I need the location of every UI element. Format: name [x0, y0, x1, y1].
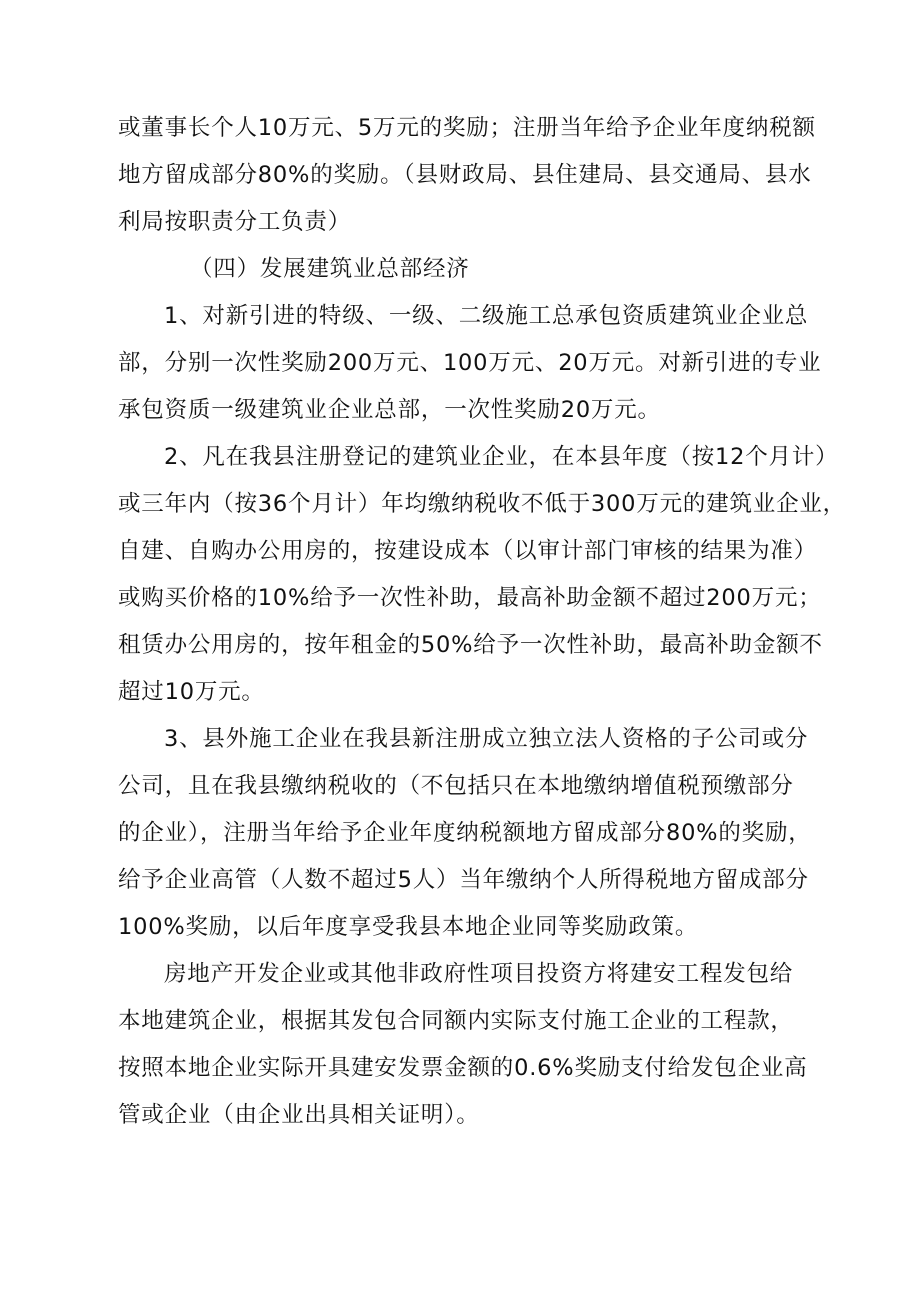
text-line: 或董事长个人10万元、5万元的奖励；注册当年给予企业年度纳税额	[118, 115, 816, 141]
text-line: 地方留成部分80%的奖励。（县财政局、县住建局、县交通局、县水	[118, 162, 812, 188]
text-line: 2、凡在我县注册登记的建筑业企业，在本县年度（按12个月计）	[164, 444, 839, 470]
text-line: 给予企业高管（人数不超过5人）当年缴纳个人所得税地方留成部分	[118, 867, 809, 893]
text-line: 本地建筑企业，根据其发包合同额内实际支付施工企业的工程款，	[118, 1008, 794, 1034]
text-line: 承包资质一级建筑业企业总部，一次性奖励20万元。	[118, 397, 661, 423]
text-line: 公司，且在我县缴纳税收的（不包括只在本地缴纳增值税预缴部分	[118, 773, 794, 799]
text-line: 3、县外施工企业在我县新注册成立独立法人资格的子公司或分	[164, 726, 809, 752]
text-line: 房地产开发企业或其他非政府性项目投资方将建安工程发包给	[164, 961, 794, 987]
text-line: 管或企业（由企业出具相关证明）。	[118, 1102, 480, 1128]
text-line: 1、对新引进的特级、一级、二级施工总承包资质建筑业企业总	[164, 303, 809, 329]
text-line: 部，分别一次性奖励200万元、100万元、20万元。对新引进的专业	[118, 350, 822, 376]
text-line: 的企业），注册当年给予企业年度纳税额地方留成部分80%的奖励，	[118, 820, 812, 846]
text-line: 按照本地企业实际开具建安发票金额的0.6%奖励支付给发包企业高	[118, 1055, 808, 1081]
text-line: 自建、自购办公用房的，按建设成本（以审计部门审核的结果为准）	[118, 538, 818, 564]
text-line: 超过10万元。	[118, 679, 265, 705]
text-line: （四）发展建筑业总部经济	[190, 256, 470, 282]
text-line: 租赁办公用房的，按年租金的50%给予一次性补助，最高补助金额不	[118, 632, 823, 658]
text-line: 或三年内（按36个月计）年均缴纳税收不低于300万元的建筑业企业，	[118, 491, 846, 517]
text-line: 或购买价格的10%给予一次性补助，最高补助金额不超过200万元；	[118, 585, 822, 611]
text-line: 利局按职责分工负责）	[118, 209, 352, 235]
text-line: 100%奖励，以后年度享受我县本地企业同等奖励政策。	[118, 914, 699, 940]
